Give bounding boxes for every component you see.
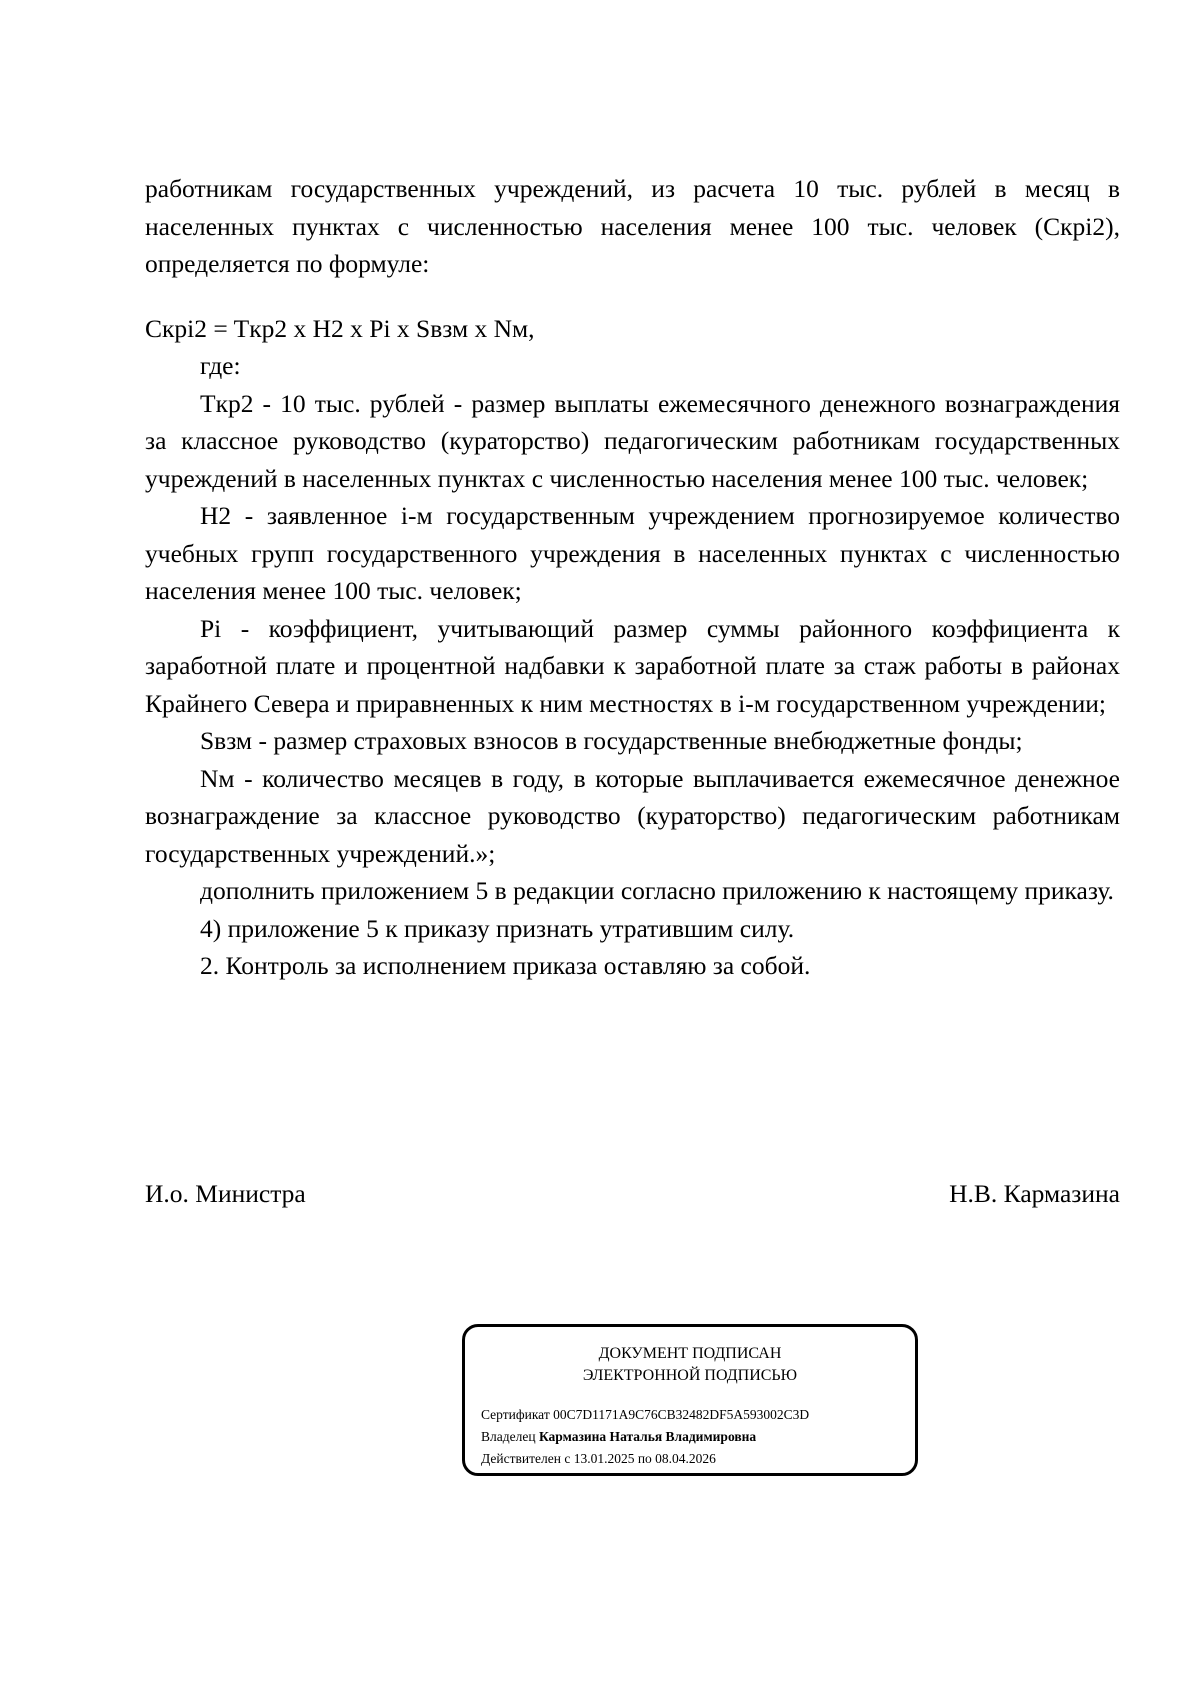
signature-block: [145, 1175, 1120, 1213]
stamp-validity-line: [481, 1448, 809, 1470]
document-body: [145, 170, 1120, 985]
owner-label: Владелец: [481, 1429, 536, 1444]
certificate-label: Сертификат: [481, 1407, 550, 1422]
paragraph-h2: H2 - заявленное i-м государственным учреждением прогнозируемое количество учебных групп государственного учреждения в населенных пунктах с численностью населения менее 100 тыс. человек;: [145, 501, 1120, 605]
stamp-title: [465, 1343, 915, 1387]
signer-position: И.о. Министра: [145, 1179, 306, 1208]
stamp-details: [481, 1404, 809, 1470]
paragraph-pi: Pi - коэффициент, учитывающий размер суммы районного коэффициента к заработной плате и процентной надбавки к заработной плате за стаж работы в районах Крайнего Севера и приравненных к ним местностях в i-м государственном учреждении;: [145, 613, 1120, 718]
signer-name: Н.В. Кармазина: [949, 1179, 1120, 1208]
stamp-title-line-1: ДОКУМЕНТ ПОДПИСАН: [598, 1345, 782, 1362]
valid-from-date: 13.01.2025: [573, 1451, 635, 1466]
electronic-signature-stamp: [462, 1324, 918, 1476]
certificate-value: 00C7D1171A9C76CB32482DF5A593002C3D: [553, 1407, 810, 1422]
formula: Cкрi2 = Tкр2 x H2 x Pi x Sвзм x Nм,: [145, 313, 535, 343]
valid-to-label: по: [637, 1451, 652, 1466]
paragraph-sv: Sвзм - размер страховых взносов в государственные внебюджетные фонды;: [200, 726, 1023, 755]
paragraph-item-4: 4) приложение 5 к приказу признать утратившим силу.: [200, 913, 795, 943]
paragraph-nm: Nм - количество месяцев в году, в которые выплачивается ежемесячное денежное вознаграждение за классное руководство (кураторство) педагогическим работникам государственных учреждений.»;: [145, 763, 1120, 868]
validity-label: Действителен: [481, 1451, 561, 1466]
valid-to-date: 08.04.2026: [655, 1451, 716, 1466]
stamp-title-line-2: ЭЛЕКТРОННОЙ ПОДПИСЬЮ: [582, 1367, 798, 1384]
paragraph-item-2: 2. Контроль за исполнением приказа оставляю за собой.: [200, 951, 811, 980]
stamp-certificate-line: [481, 1404, 809, 1426]
where-label: где:: [200, 351, 241, 380]
owner-value: Кармазина Наталья Владимировна: [538, 1429, 757, 1444]
valid-from-label: с: [564, 1451, 571, 1466]
paragraph-intro: работникам государственных учреждений, из расчета 10 тыс. рублей в месяц в населенных пунктах с численностью населения менее 100 тыс. человек (Cкрi2), определяется по формуле:: [145, 174, 1120, 278]
paragraph-tkr2: Tкр2 - 10 тыс. рублей - размер выплаты ежемесячного денежного вознаграждения за классное руководство (кураторство) педагогическим работникам государственных учреждений в населенных пунктах с численностью населения менее 100 тыс. человек;: [145, 388, 1120, 493]
stamp-owner-line: [481, 1426, 809, 1448]
paragraph-add: дополнить приложением 5 в редакции согласно приложению к настоящему приказу.: [200, 876, 1114, 905]
